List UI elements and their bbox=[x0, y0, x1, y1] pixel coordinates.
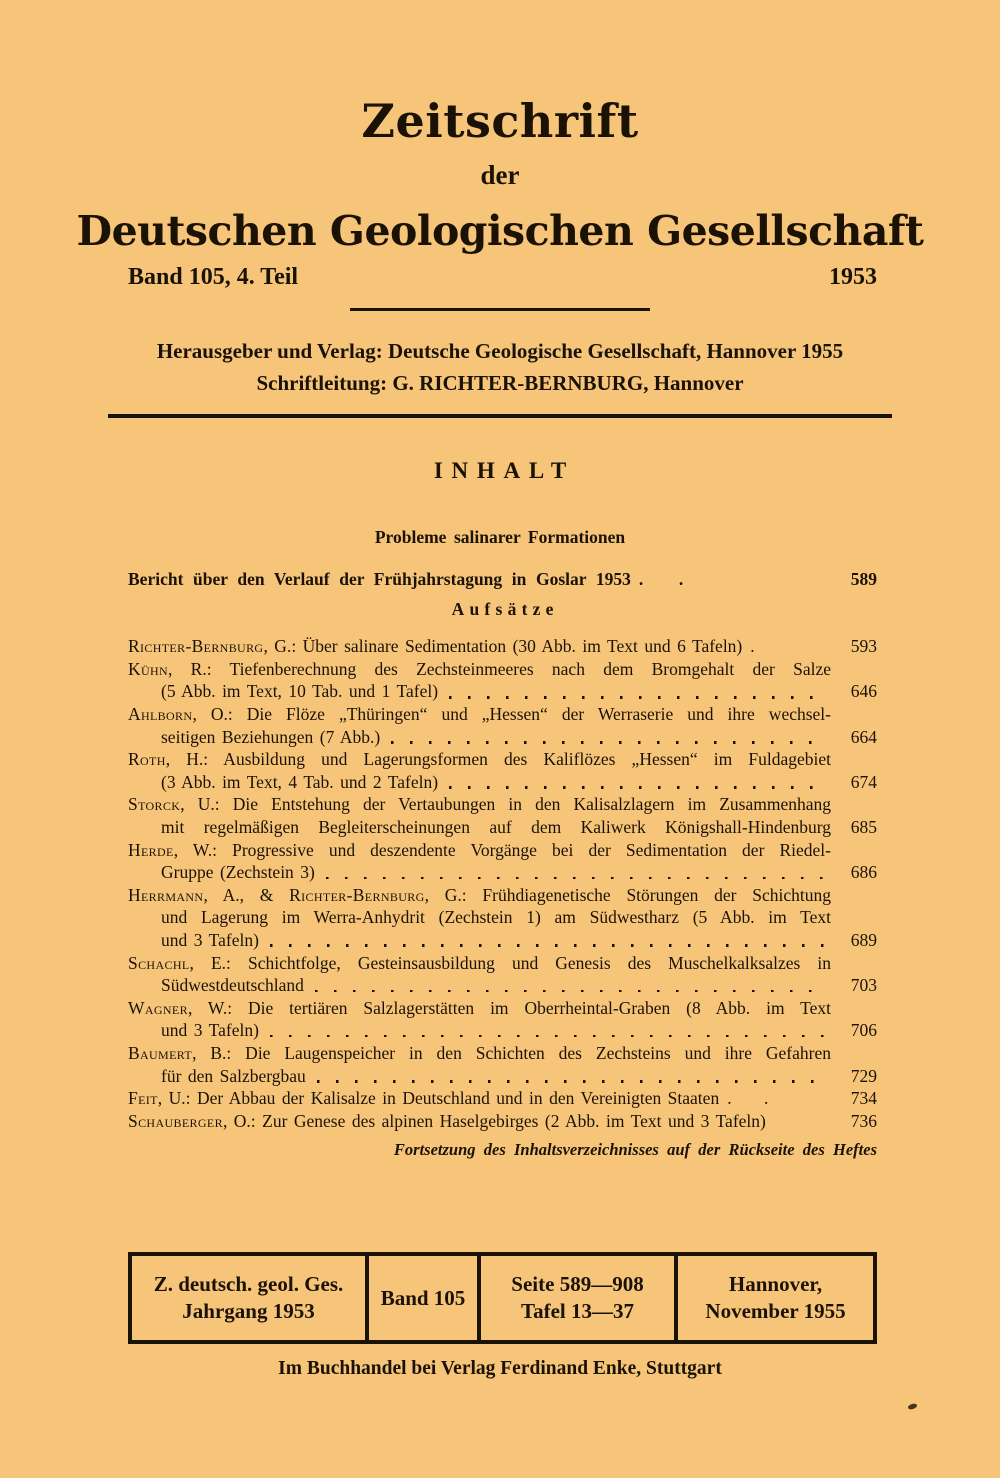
contents-section-title: Probleme salinarer Formationen bbox=[374, 526, 626, 547]
distribution-line: Im Buchhandel bei Verlag Ferdinand Enke, Stuttgart bbox=[278, 1358, 722, 1380]
entry-text: , W.: Die tertiären Salzlagerstätten im Oberrheintal-Graben (8 Abb. im Text bbox=[187, 997, 831, 1018]
page-number: 674 bbox=[850, 771, 877, 792]
toc-entry-text bbox=[128, 793, 831, 816]
toc-entry-text bbox=[128, 839, 831, 862]
dot-leader bbox=[449, 786, 825, 789]
dot-leader bbox=[317, 1080, 825, 1083]
entry-text: , W.: Progressive und deszendente Vorgänge bei der Sedimentation der Riedel- bbox=[173, 839, 831, 860]
table-of-contents bbox=[128, 568, 877, 1133]
page-number: 729 bbox=[850, 1065, 877, 1086]
toc-entry-text bbox=[128, 929, 259, 952]
page-number: 593 bbox=[850, 636, 877, 657]
author-name: Richter-Bernburg bbox=[289, 884, 425, 905]
author-name: Baumert bbox=[128, 1042, 193, 1063]
toc-entry-text bbox=[128, 861, 315, 884]
toc-line bbox=[128, 658, 877, 681]
toc-line bbox=[128, 861, 877, 884]
dot-leader bbox=[315, 990, 825, 993]
page-number: 703 bbox=[850, 975, 877, 996]
entry-text: für den Salzbergbau bbox=[161, 1065, 306, 1086]
entry-text: und 3 Tafeln) bbox=[161, 929, 259, 950]
toc-line bbox=[128, 1042, 877, 1065]
volume-year: 1953 bbox=[829, 264, 877, 290]
page-number: 706 bbox=[850, 1020, 877, 1041]
page-number: 689 bbox=[850, 929, 877, 950]
contents-heading: INHALT bbox=[433, 457, 575, 483]
volume-label: Band 105, 4. Teil bbox=[128, 264, 299, 290]
imprint-cell bbox=[132, 1256, 365, 1340]
entry-text: , H.: Ausbildung und Lagerungsformen des Kaliflözes „Hessen“ im Fuldagebiet bbox=[165, 749, 831, 770]
entry-text: , G.: Über salinare Sedimentation (30 Abb. im Text und 6 Tafeln) bbox=[263, 636, 743, 657]
toc-line bbox=[128, 906, 877, 929]
toc-entry-text bbox=[128, 748, 831, 771]
entry-text: , E.: Schichtfolge, Gesteinsausbildung und Genesis des Muschelkalksalzes in bbox=[189, 952, 831, 973]
toc-entry-text bbox=[128, 771, 438, 794]
toc-line bbox=[128, 680, 877, 703]
imprint-cell-line: Z. deutsch. geol. Ges. bbox=[153, 1272, 344, 1297]
toc-entry-text bbox=[128, 1019, 259, 1042]
toc-entry-text bbox=[128, 952, 831, 975]
divider-short bbox=[350, 308, 650, 311]
toc-line bbox=[128, 974, 877, 997]
imprint-cell bbox=[674, 1256, 873, 1340]
entry-text: (5 Abb. im Text, 10 Tab. und 1 Tafel) bbox=[161, 681, 439, 702]
toc-line bbox=[128, 793, 877, 816]
toc-entry-text bbox=[128, 974, 304, 997]
leader-dots-short: . . bbox=[638, 568, 697, 589]
entry-text: , O.: Zur Genese des alpinen Haselgebirges (2 Abb. im Text und 3 Tafeln) bbox=[222, 1110, 766, 1131]
toc-entry-text bbox=[128, 1110, 766, 1133]
toc-line bbox=[128, 929, 877, 952]
imprint-cell-line: Band 105 bbox=[380, 1285, 466, 1310]
editor-line: Schriftleitung: G. RICHTER-BERNBURG, Hannover bbox=[256, 370, 744, 395]
toc-entry-text bbox=[128, 726, 380, 749]
author-name: Roth bbox=[128, 749, 166, 770]
entry-text: Bericht über den Verlauf der Frühjahrstagung in Goslar 1953 bbox=[128, 568, 631, 589]
toc-entry-text bbox=[128, 1087, 719, 1110]
page-number: 734 bbox=[850, 1088, 877, 1109]
toc-entry-text bbox=[128, 1065, 306, 1088]
author-name: Herrmann bbox=[128, 884, 204, 905]
imprint-table bbox=[128, 1252, 877, 1344]
contents-subsection-title: Aufsätze bbox=[451, 599, 559, 620]
entry-text: (3 Abb. im Text, 4 Tab. und 2 Tafeln) bbox=[161, 771, 439, 792]
entry-text: , U.: Der Abbau der Kalisalze in Deutschland und in den Vereinigten Staaten bbox=[157, 1088, 720, 1109]
toc-entry-text bbox=[128, 658, 831, 681]
leader-dots-short: . bbox=[750, 636, 768, 657]
author-name: Schauberger bbox=[128, 1110, 223, 1131]
journal-title: Zeitschrift bbox=[361, 94, 639, 148]
toc-entry-text bbox=[128, 906, 831, 929]
page-number: 685 bbox=[850, 817, 877, 838]
author-name: Wagner bbox=[128, 997, 188, 1018]
page-number: 686 bbox=[850, 862, 877, 883]
toc-entry-text bbox=[128, 703, 831, 726]
journal-title-der: der bbox=[480, 160, 520, 190]
toc-line bbox=[128, 884, 877, 907]
author-name: Schachl bbox=[128, 952, 190, 973]
toc-entry-text bbox=[128, 884, 831, 907]
page-number: 736 bbox=[850, 1110, 877, 1131]
author-name: Feit bbox=[128, 1088, 158, 1109]
entry-text: , U.: Die Entstehung der Vertaubungen in den Kalisalzlagern im Zusammenhang bbox=[180, 794, 831, 815]
imprint-cell-line: Seite 589—908 bbox=[511, 1272, 644, 1297]
print-artifact-speck bbox=[907, 1403, 917, 1411]
toc-entry-text bbox=[128, 635, 742, 658]
masthead bbox=[0, 0, 1000, 418]
author-name: Herde bbox=[128, 839, 174, 860]
imprint-cell-line: Jahrgang 1953 bbox=[182, 1299, 315, 1324]
toc-line bbox=[128, 568, 877, 591]
toc-entry-text bbox=[128, 568, 631, 591]
toc-entry-text bbox=[128, 1042, 831, 1065]
toc-line bbox=[128, 997, 877, 1020]
toc-line bbox=[128, 703, 877, 726]
toc-line bbox=[128, 1110, 877, 1133]
page-number: 646 bbox=[850, 681, 877, 702]
leader-dots-short: . . bbox=[727, 1088, 782, 1109]
author-name: Richter-Bernburg bbox=[128, 636, 264, 657]
dot-leader bbox=[391, 741, 825, 744]
entry-text: , A., & bbox=[203, 884, 290, 905]
entry-text: und Lagerung im Werra-Anhydrit (Zechstein 1) am Südwestharz (5 Abb. im Text bbox=[161, 907, 831, 928]
page-number: 664 bbox=[850, 726, 877, 747]
toc-entry-text bbox=[128, 997, 831, 1020]
toc-entry-text bbox=[128, 680, 438, 703]
entry-text: mit regelmäßigen Begleiterscheinungen auf dem Kaliwerk Königshall-Hindenburg bbox=[161, 817, 831, 838]
entry-text: Südwestdeutschland bbox=[161, 975, 304, 996]
toc-line bbox=[128, 816, 877, 839]
imprint-cell-line: November 1955 bbox=[705, 1299, 846, 1324]
toc-entries bbox=[128, 635, 877, 1132]
imprint-cell-line: Hannover, bbox=[728, 1272, 823, 1297]
imprint-cell bbox=[365, 1256, 477, 1340]
toc-line bbox=[128, 1087, 877, 1110]
imprint-cell bbox=[477, 1256, 674, 1340]
entry-text: seitigen Beziehungen (7 Abb.) bbox=[161, 726, 381, 747]
author-name: Ahlborn bbox=[128, 704, 193, 725]
toc-line bbox=[128, 748, 877, 771]
publisher-line: Herausgeber und Verlag: Deutsche Geologische Gesellschaft, Hannover 1955 bbox=[156, 339, 844, 364]
imprint-cell-line: Tafel 13—37 bbox=[521, 1299, 634, 1324]
entry-text: Gruppe (Zechstein 3) bbox=[161, 862, 315, 883]
entry-text: , R.: Tiefenberechnung des Zechsteinmeeres nach dem Bromgehalt der Salze bbox=[168, 658, 831, 679]
entry-text: und 3 Tafeln) bbox=[161, 1020, 259, 1041]
author-name: Kühn bbox=[128, 658, 169, 679]
toc-entry-text bbox=[128, 816, 831, 839]
journal-society-name: Deutschen Geologischen Gesellschaft bbox=[76, 207, 924, 255]
toc-line bbox=[128, 952, 877, 975]
dot-leader bbox=[270, 944, 825, 947]
publisher-block bbox=[0, 339, 1000, 394]
author-name: Storck bbox=[128, 794, 181, 815]
entry-text: , G.: Frühdiagenetische Störungen der Schichtung bbox=[424, 884, 831, 905]
divider-long bbox=[108, 414, 892, 418]
entry-text: , O.: Die Flöze „Thüringen“ und „Hessen“ der Werraserie und ihre wechsel- bbox=[192, 704, 831, 725]
dot-leader bbox=[270, 1035, 825, 1038]
toc-line bbox=[128, 1019, 877, 1042]
toc-line bbox=[128, 635, 877, 658]
toc-line bbox=[128, 771, 877, 794]
entry-text: , B.: Die Laugenspeicher in den Schichten des Zechsteins und ihre Gefahren bbox=[192, 1042, 831, 1063]
dot-leader bbox=[326, 877, 825, 880]
toc-line bbox=[128, 839, 877, 862]
dot-leader bbox=[449, 696, 825, 699]
report-row bbox=[128, 568, 877, 591]
volume-row bbox=[128, 264, 877, 290]
continuation-note: Fortsetzung des Inhaltsverzeichnisses auf der Rückseite des Heftes bbox=[393, 1140, 877, 1160]
page-number: 589 bbox=[850, 568, 877, 589]
toc-line bbox=[128, 1065, 877, 1088]
toc-line bbox=[128, 726, 877, 749]
